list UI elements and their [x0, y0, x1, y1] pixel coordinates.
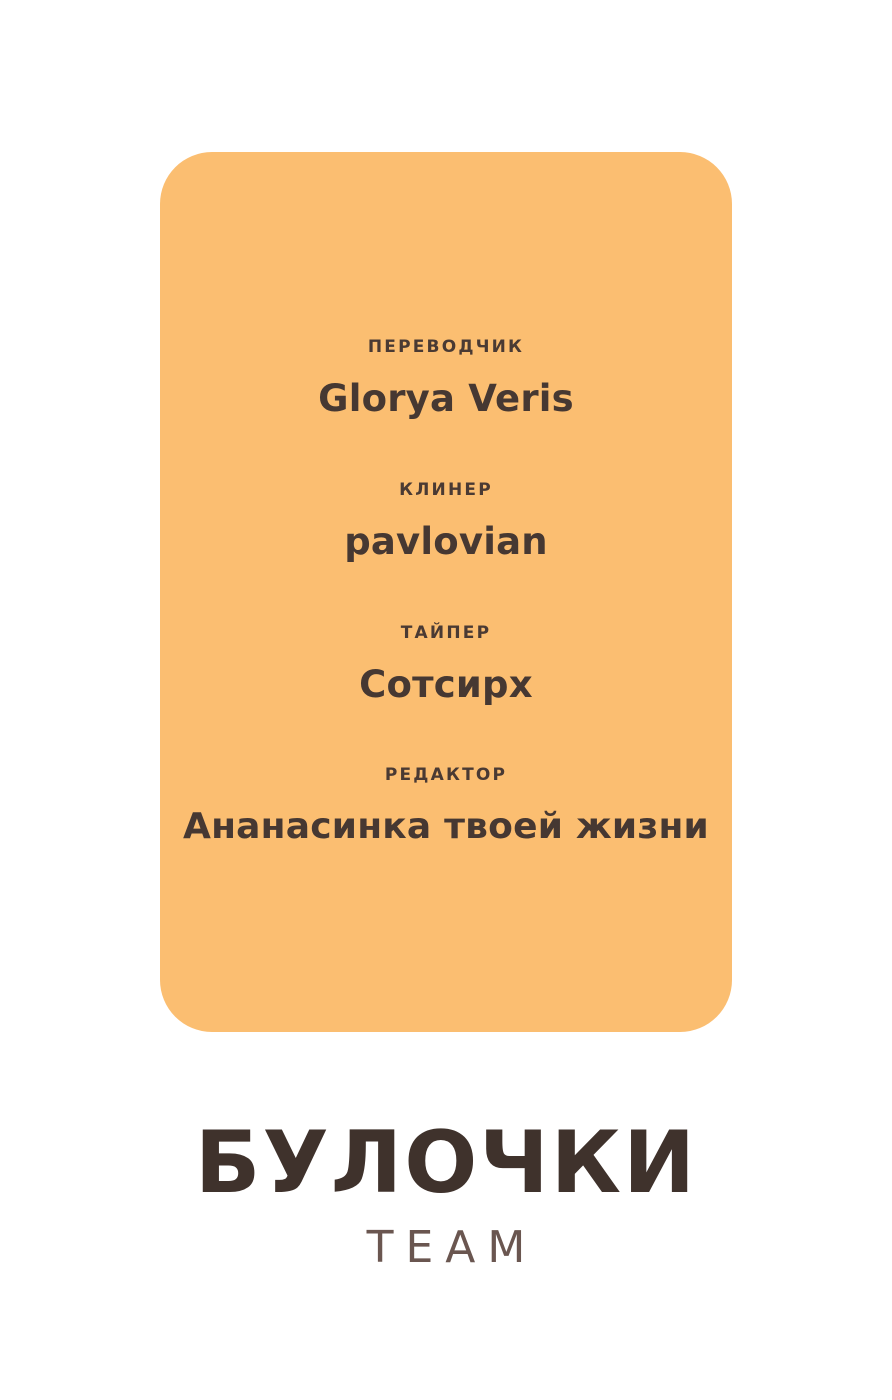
brand-subtitle: TEAM: [366, 1222, 538, 1273]
credit-name-value: Ананасинка твоей жизни: [183, 806, 709, 848]
credit-role-label: КЛИНЕР: [399, 479, 493, 500]
credit-entry-cleaner: [178, 480, 714, 563]
credit-name-value: Glorya Veris: [318, 377, 574, 421]
credit-role-label: ПЕРЕВОДЧИК: [367, 337, 525, 358]
credit-role-label: ТАЙПЕР: [400, 622, 492, 643]
credit-entry-typesetter: [178, 623, 714, 706]
credit-name-value: Сотсирх: [359, 662, 533, 706]
credits-card: [160, 152, 732, 1032]
credit-entry-translator: [178, 337, 714, 420]
credit-name-value: pavlovian: [344, 519, 548, 563]
credit-role-label: РЕДАКТОР: [384, 765, 508, 786]
brand-footer: [0, 1113, 892, 1273]
credit-entry-editor: [178, 765, 714, 847]
brand-title: БУЛОЧКИ: [194, 1113, 698, 1213]
